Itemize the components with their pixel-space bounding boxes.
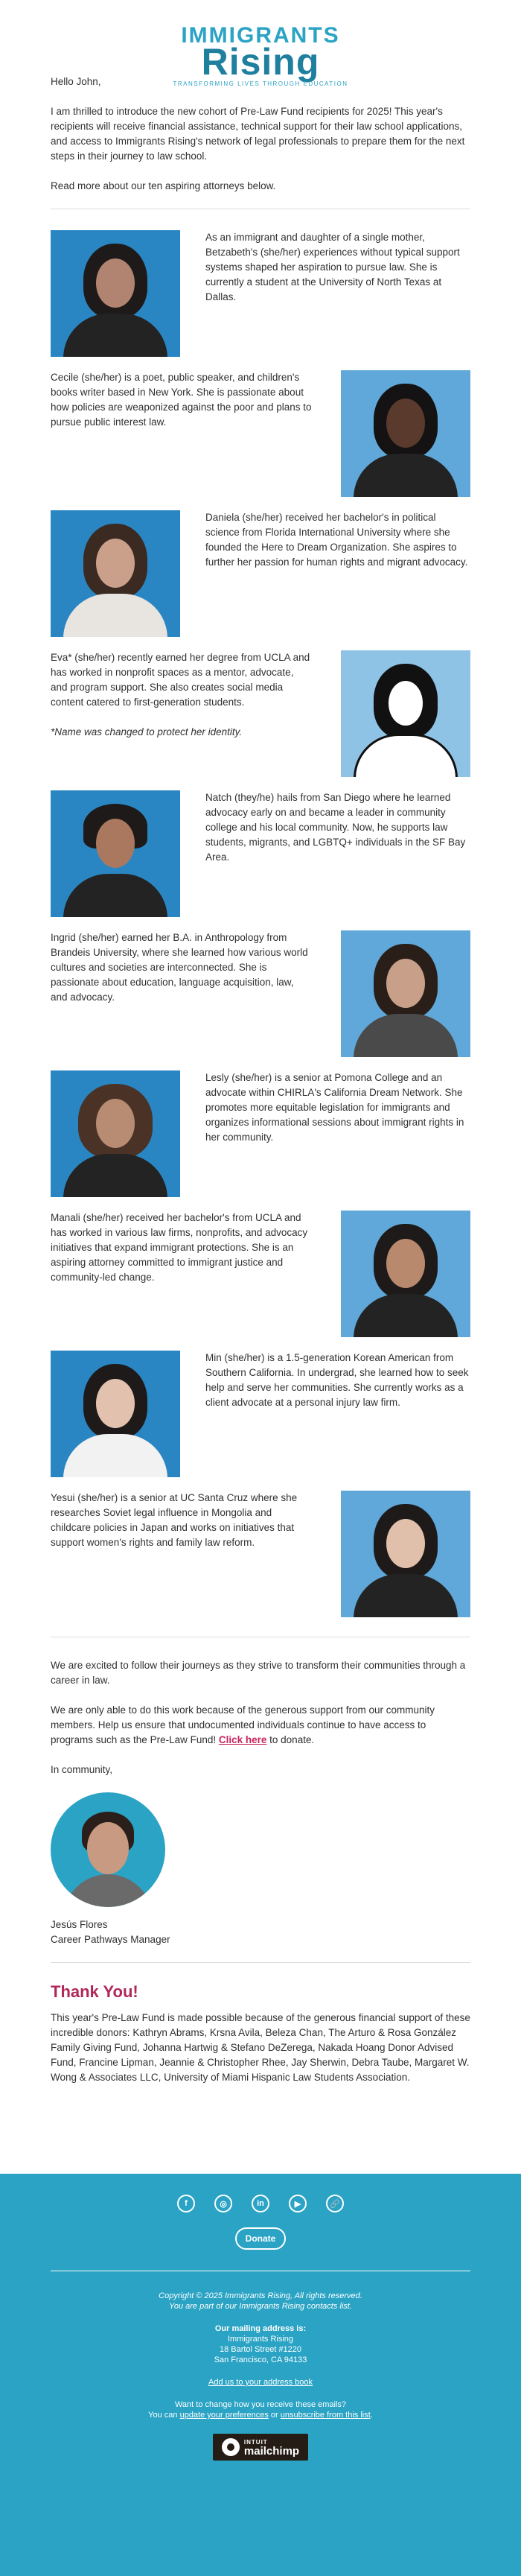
address-line1: 18 Bartol Street #1220 [219, 2345, 302, 2354]
change-question: Want to change how you receive these emails? [174, 2400, 347, 2409]
linkedin-icon[interactable]: in [252, 2195, 269, 2212]
recipient-photo [51, 230, 180, 357]
recipient-bio: Natch (they/he) hails from San Diego where he learned advocacy early on and became a leader in community college and his local community. Now, he supports law students, migrants, and LGBTQ+ individuals in the SF Bay Area. [205, 792, 466, 863]
mc-mailchimp: mailchimp [243, 2445, 300, 2458]
recipient-photo [341, 930, 470, 1057]
donate-button[interactable]: Donate [235, 2227, 287, 2250]
youtube-icon[interactable]: ▶ [289, 2195, 307, 2212]
intro-read-more: Read more about our ten aspiring attorneys below. [51, 180, 276, 191]
signature-title: Career Pathways Manager [51, 1934, 170, 1945]
recipient-min [51, 1351, 470, 1477]
recipient-bio: Yesui (she/her) is a senior at UC Santa Cruz where she researches Soviet legal influence in Mongolia and childcare policies in Japan and works on initiatives that support women's rights and family law reform. [51, 1492, 298, 1548]
greeting: Hello John, [51, 76, 101, 87]
mailing-label: Our mailing address is: [214, 2324, 307, 2333]
recipient-bio: Min (she/her) is a 1.5-generation Korean American from Southern California. In undergrad, she learned how to seek help and serve her communities. She currently works as a client advocate at a personal injury law firm. [205, 1352, 469, 1408]
signoff: In community, [51, 1764, 113, 1775]
instagram-icon[interactable]: ◎ [214, 2195, 232, 2212]
recipient-natch [51, 790, 470, 917]
copyright: Copyright © 2025 Immigrants Rising, All rights reserved. [159, 2291, 362, 2300]
add-address-book-link[interactable]: Add us to your address book [208, 2378, 313, 2387]
recipient-lesly [51, 1070, 470, 1197]
click-here-donate-link[interactable]: Click here [218, 1734, 267, 1745]
recipient-betzabeth [51, 230, 470, 357]
recipient-illustration [341, 650, 470, 777]
unsubscribe-link[interactable]: unsubscribe from this list [280, 2411, 371, 2420]
address-line2: San Francisco, CA 94133 [214, 2355, 307, 2364]
divider [51, 1962, 470, 1963]
signature-name: Jesús Flores [51, 1919, 108, 1930]
mc-intuit: INTUIT [243, 2439, 268, 2446]
recipient-photo [51, 1070, 180, 1197]
recipient-photo [51, 790, 180, 917]
recipient-note: *Name was changed to protect her identity. [51, 726, 243, 737]
recipient-manali [51, 1211, 470, 1337]
recipient-yesui [51, 1491, 470, 1617]
social-icons [0, 2174, 521, 2212]
signature-avatar [51, 1792, 165, 1907]
logo-line1: IMMIGRANTS [181, 23, 340, 48]
intuit-mailchimp-badge[interactable] [213, 2434, 308, 2461]
recipient-bio: Daniela (she/her) received her bachelor's in political science from Florida International University where she founded the Here to Dream Organization. She aspires to further her passion for human rights and migrant advocacy. [205, 512, 468, 568]
recipient-cecile [51, 370, 470, 497]
donate-paragraph: We are only able to do this work because of the generous support from our community members. Help us ensure that undocumented individuals continue to have access to programs such as the Pre-Law Fund! Click here to donate. [51, 1704, 435, 1745]
update-preferences-link[interactable]: update your preferences [179, 2411, 269, 2420]
logo-tagline: TRANSFORMING LIVES THROUGH EDUCATION [173, 80, 348, 87]
org-name: Immigrants Rising [227, 2335, 294, 2344]
facebook-icon[interactable]: f [177, 2195, 195, 2212]
recipient-bio: Lesly (she/her) is a senior at Pomona College and an advocate within CHIRLA's California Dream Network. She promotes more equitable legislation for immigrants and organizes informational sessions about immigrant rights in her community. [205, 1072, 464, 1143]
website-icon[interactable]: 🔗 [326, 2195, 344, 2212]
preferences-line: You can update your preferences or unsubscribe from this list. [148, 2411, 373, 2420]
footer [0, 2174, 521, 2576]
recipient-bio: Ingrid (she/her) earned her B.A. in Anthropology from Brandeis University, where she learned how various world cultures and societies are interconnected. She is passionate about education, language acquisition, law, and advocacy. [51, 932, 308, 1003]
recipient-photo [51, 510, 180, 637]
recipient-bio: Eva* (she/her) recently earned her degree from UCLA and has worked in nonprofit spaces as a mentor, advocate, and program support. She also creates social media content catered to first-generation students. [51, 652, 310, 708]
recipient-eva [51, 650, 470, 777]
recipient-photo [341, 1491, 470, 1617]
recipient-ingrid [51, 930, 470, 1057]
recipient-photo [51, 1351, 180, 1477]
mailchimp-icon [222, 2438, 240, 2456]
thanks-title: Thank You! [51, 1982, 138, 2001]
recipient-bio: Cecile (she/her) is a poet, public speaker, and children's books writer based in New York. She is passionate about how policies are weaponized against the poor and plans to pursue public interest law. [51, 372, 312, 428]
recipient-daniela [51, 510, 470, 637]
contact-list-note: You are part of our Immigrants Rising contacts list. [169, 2302, 352, 2311]
closing-paragraph: We are excited to follow their journeys as they strive to transform their communities through a career in law. [51, 1660, 466, 1686]
intro-paragraph: I am thrilled to introduce the new cohort of Pre-Law Fund recipients for 2025! This year's recipients will receive financial assistance, technical support for their law school applications, and access to Immigrants Rising's network of legal professionals to prepare them for the next steps in their journey to law school. [51, 106, 465, 162]
recipient-photo [341, 370, 470, 497]
recipient-bio: As an immigrant and daughter of a single mother, Betzabeth's (she/her) experiences without typical support systems shaped her aspiration to pursue law. She is currently a student at the University of North Texas at Dallas. [205, 232, 460, 302]
recipient-bio: Manali (she/her) received her bachelor's from UCLA and has worked in various law firms, nonprofits, and advocacy initiatives that expand immigrant protections. She is an aspiring attorney committed to immigrant justice and community-led change. [51, 1212, 308, 1283]
logo-line2: Rising [201, 41, 320, 83]
recipient-photo [341, 1211, 470, 1337]
thanks-section [51, 1982, 470, 2085]
thanks-text: This year's Pre-Law Fund is made possible because of the generous financial support of these incredible donors: Kathryn Abrams, Krsna Avila, Beleza Chan, The Arturo & Rosa González Family Giving Fund, Johanna Hartwig & Stefano DeZerega, Nakada Hoang Donor Advised Fund, Francine Lipman, Jeannie & Christopher Rhee, Jay Sherwin, Debra Taube, Margaret W. Wong & Associates LLC, University of Miami Hispanic Law Students Association. [51, 2012, 470, 2083]
